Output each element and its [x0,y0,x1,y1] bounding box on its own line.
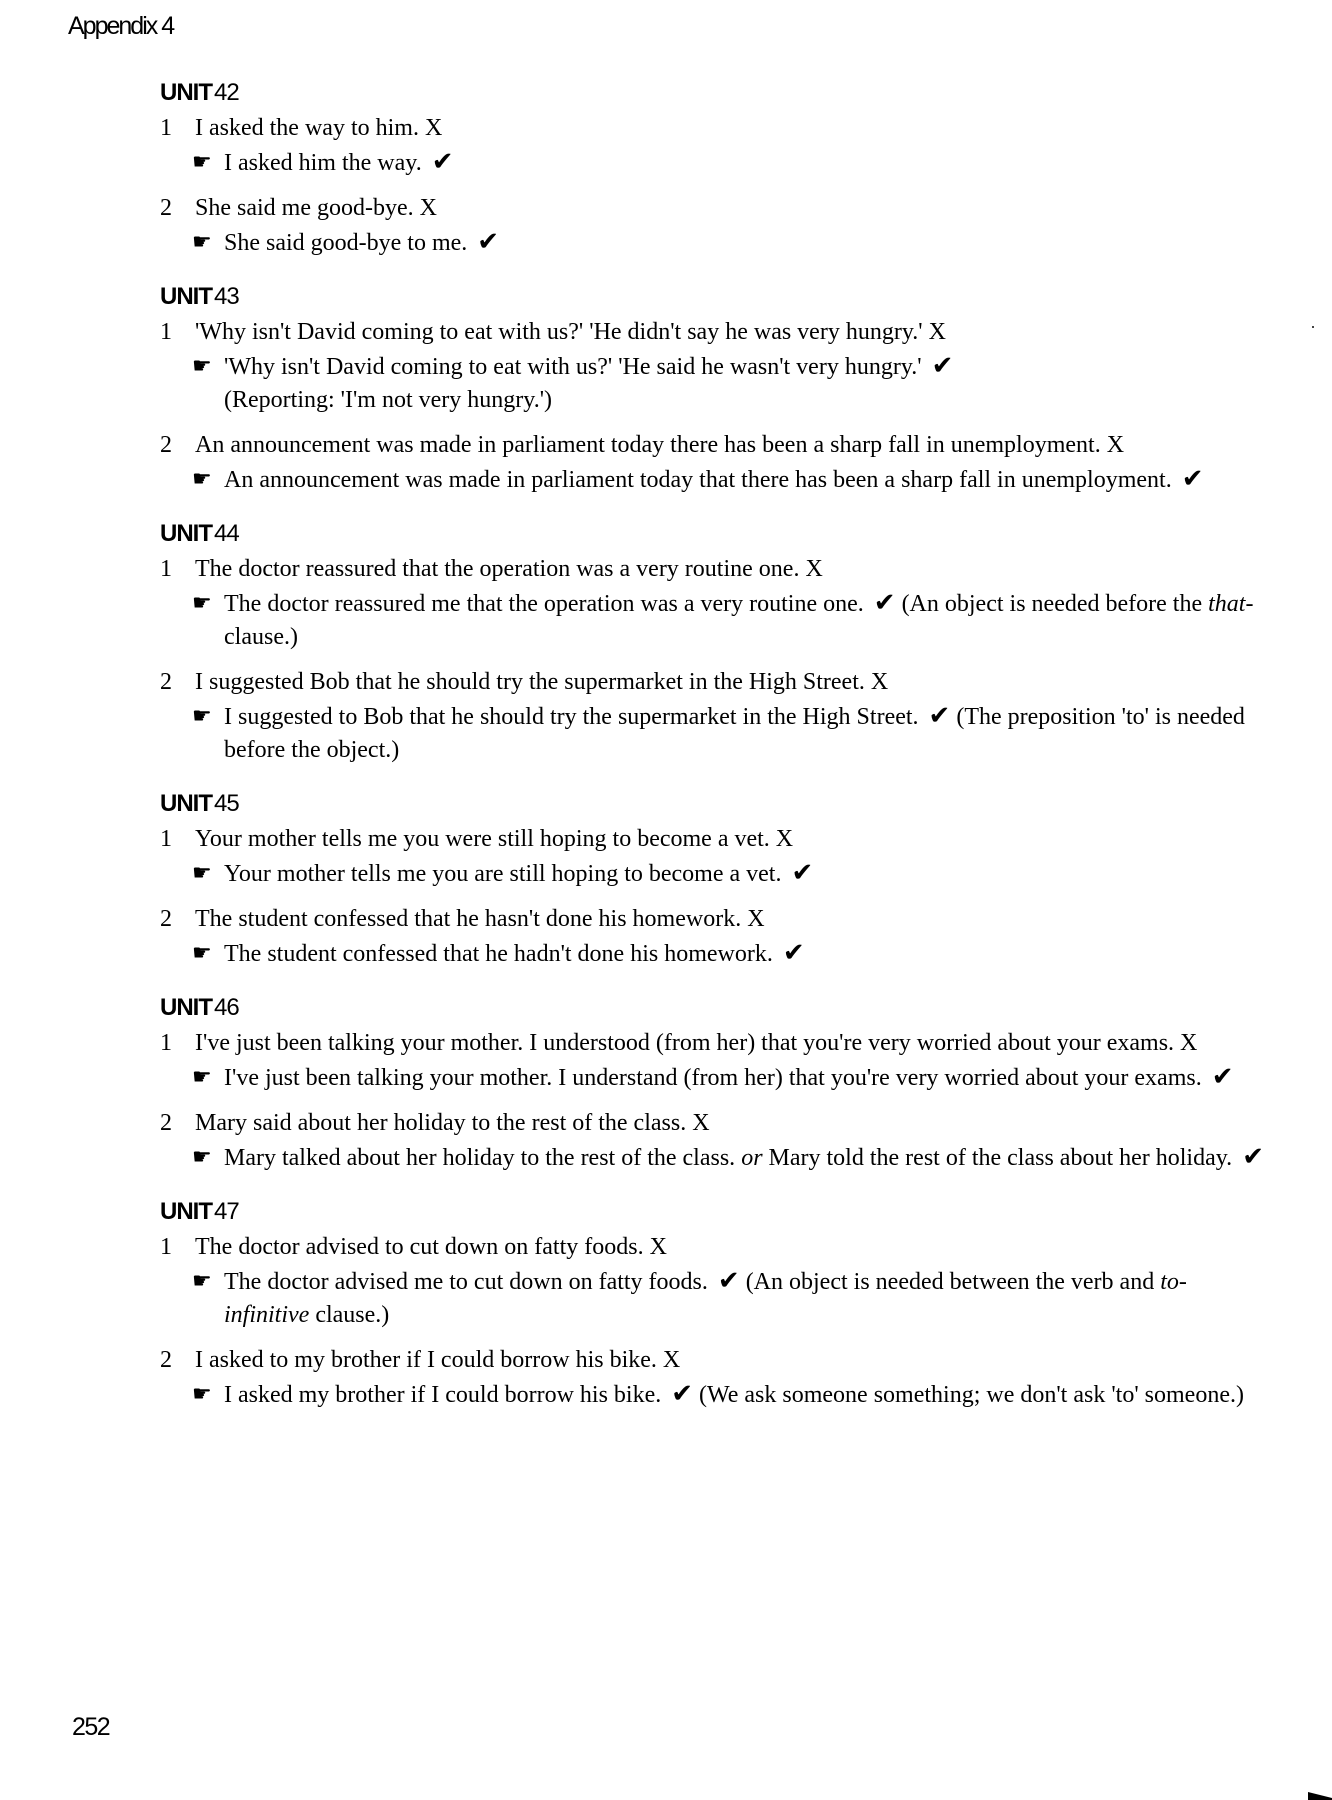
check-mark-icon: ✔ [671,1379,694,1408]
incorrect-sentence: 1 The doctor reassured that the operation was a very routine one. X [160,556,823,582]
incorrect-sentence: 2 Mary said about her holiday to the rest of the class. X [160,1110,710,1136]
check-mark-icon: ✔ [931,351,954,380]
unit-42 [160,76,1270,260]
pointing-hand-icon: ☛ [192,1064,212,1089]
check-mark-icon: ✔ [791,858,814,887]
unit-title: UNIT43 [160,283,239,310]
pointing-hand-icon: ☛ [192,229,212,254]
corrected-sentence: ☛ I've just been talking your mother. I understand (from her) that you're very worried about your exams. ✔ [192,1062,1234,1091]
corrected-sentence: ☛ I suggested to Bob that he should try the supermarket in the High Street. ✔ (The preposition 'to' is needed before the object.) [192,701,1245,763]
corrected-sentence: ☛ Your mother tells me you are still hoping to become a vet. ✔ [192,858,814,887]
pointing-hand-icon: ☛ [192,1381,212,1406]
unit-44 [160,517,1270,767]
check-mark-icon: ✔ [717,1266,740,1295]
unit-title: UNIT42 [160,79,239,106]
explanation-note: (Reporting: 'I'm not very hungry.') [224,387,553,413]
list-item [160,112,1270,180]
incorrect-sentence: 2 The student confessed that he hasn't done his homework. X [160,906,765,932]
corrected-sentence: ☛ An announcement was made in parliament today that there has been a sharp fall in unemployment. ✔ [192,464,1204,493]
pointing-hand-icon: ☛ [192,353,212,378]
explanation-note: (The preposition 'to' is needed before the object.) [224,704,1245,763]
check-mark-icon: ✔ [431,147,454,176]
corrected-sentence: ☛ The doctor reassured me that the operation was a very routine one. ✔ (An object is needed before the that-clause.) [192,588,1254,650]
list-item [160,823,1270,891]
list-item [160,192,1270,260]
corrected-sentence: ☛ The doctor advised me to cut down on fatty foods. ✔ (An object is needed between the verb and to-infinitive clause.) [192,1266,1187,1328]
check-mark-icon: ✔ [782,938,805,967]
unit-title: UNIT44 [160,520,239,547]
scan-speck [1312,326,1314,328]
corrected-sentence: ☛ I asked him the way. ✔ [192,147,454,176]
check-mark-icon: ✔ [873,588,896,617]
check-mark-icon: ✔ [1211,1062,1234,1091]
incorrect-sentence: 1 I've just been talking your mother. I understood (from her) that you're very worried about your exams. X [160,1030,1198,1056]
corrected-sentence: ☛ Mary talked about her holiday to the rest of the class. or Mary told the rest of the class about her holiday. ✔ [192,1142,1264,1171]
list-item [160,903,1270,971]
check-mark-icon: ✔ [477,227,500,256]
unit-47 [160,1195,1270,1412]
incorrect-sentence: 1 Your mother tells me you were still hoping to become a vet. X [160,826,794,852]
explanation-note: (An object is needed between the verb and to-infinitive clause.) [224,1269,1187,1328]
list-item [160,1107,1270,1175]
list-item [160,1231,1270,1332]
incorrect-sentence: 2 She said me good-bye. X [160,195,437,221]
pointing-hand-icon: ☛ [192,1268,212,1293]
incorrect-sentence: 1 'Why isn't David coming to eat with us?' 'He didn't say he was very hungry.' X [160,319,946,345]
pointing-hand-icon: ☛ [192,703,212,728]
explanation-note: (We ask someone something; we don't ask 'to' someone.) [699,1382,1244,1408]
check-mark-icon: ✔ [928,701,951,730]
appendix-content [160,76,1270,1432]
incorrect-sentence: 2 I suggested Bob that he should try the supermarket in the High Street. X [160,669,889,695]
list-item [160,1344,1270,1412]
list-item [160,316,1270,417]
corrected-sentence: ☛ 'Why isn't David coming to eat with us?' 'He said he wasn't very hungry.' ✔ (Reporting: 'I'm not very hungry.') [192,351,954,413]
incorrect-sentence: 2 An announcement was made in parliament today there has been a sharp fall in unemployment. X [160,432,1125,458]
list-item [160,666,1270,767]
corrected-sentence: ☛ The student confessed that he hadn't done his homework. ✔ [192,938,805,967]
incorrect-sentence: 2 I asked to my brother if I could borrow his bike. X [160,1347,681,1373]
list-item [160,1027,1270,1095]
explanation-note: (An object is needed before the that-clause.) [224,591,1254,650]
pointing-hand-icon: ☛ [192,149,212,174]
page-header: Appendix 4 [68,12,174,40]
incorrect-sentence: 1 I asked the way to him. X [160,115,443,141]
unit-title: UNIT45 [160,790,239,817]
page-number: 252 [72,1713,110,1741]
list-item [160,553,1270,654]
check-mark-icon: ✔ [1181,464,1204,493]
pointing-hand-icon: ☛ [192,1144,212,1169]
unit-45 [160,787,1270,971]
corrected-sentence: ☛ She said good-bye to me. ✔ [192,227,500,256]
corrected-sentence: ☛ I asked my brother if I could borrow his bike. ✔ (We ask someone something; we don't ask 'to' someone.) [192,1379,1244,1408]
corner-mark-icon [1306,1788,1332,1800]
unit-title: UNIT46 [160,994,239,1021]
pointing-hand-icon: ☛ [192,466,212,491]
list-item [160,429,1270,497]
pointing-hand-icon: ☛ [192,590,212,615]
pointing-hand-icon: ☛ [192,860,212,885]
unit-43 [160,280,1270,497]
pointing-hand-icon: ☛ [192,940,212,965]
unit-46 [160,991,1270,1175]
unit-title: UNIT47 [160,1198,239,1225]
check-mark-icon: ✔ [1242,1142,1264,1171]
incorrect-sentence: 1 The doctor advised to cut down on fatty foods. X [160,1234,667,1260]
